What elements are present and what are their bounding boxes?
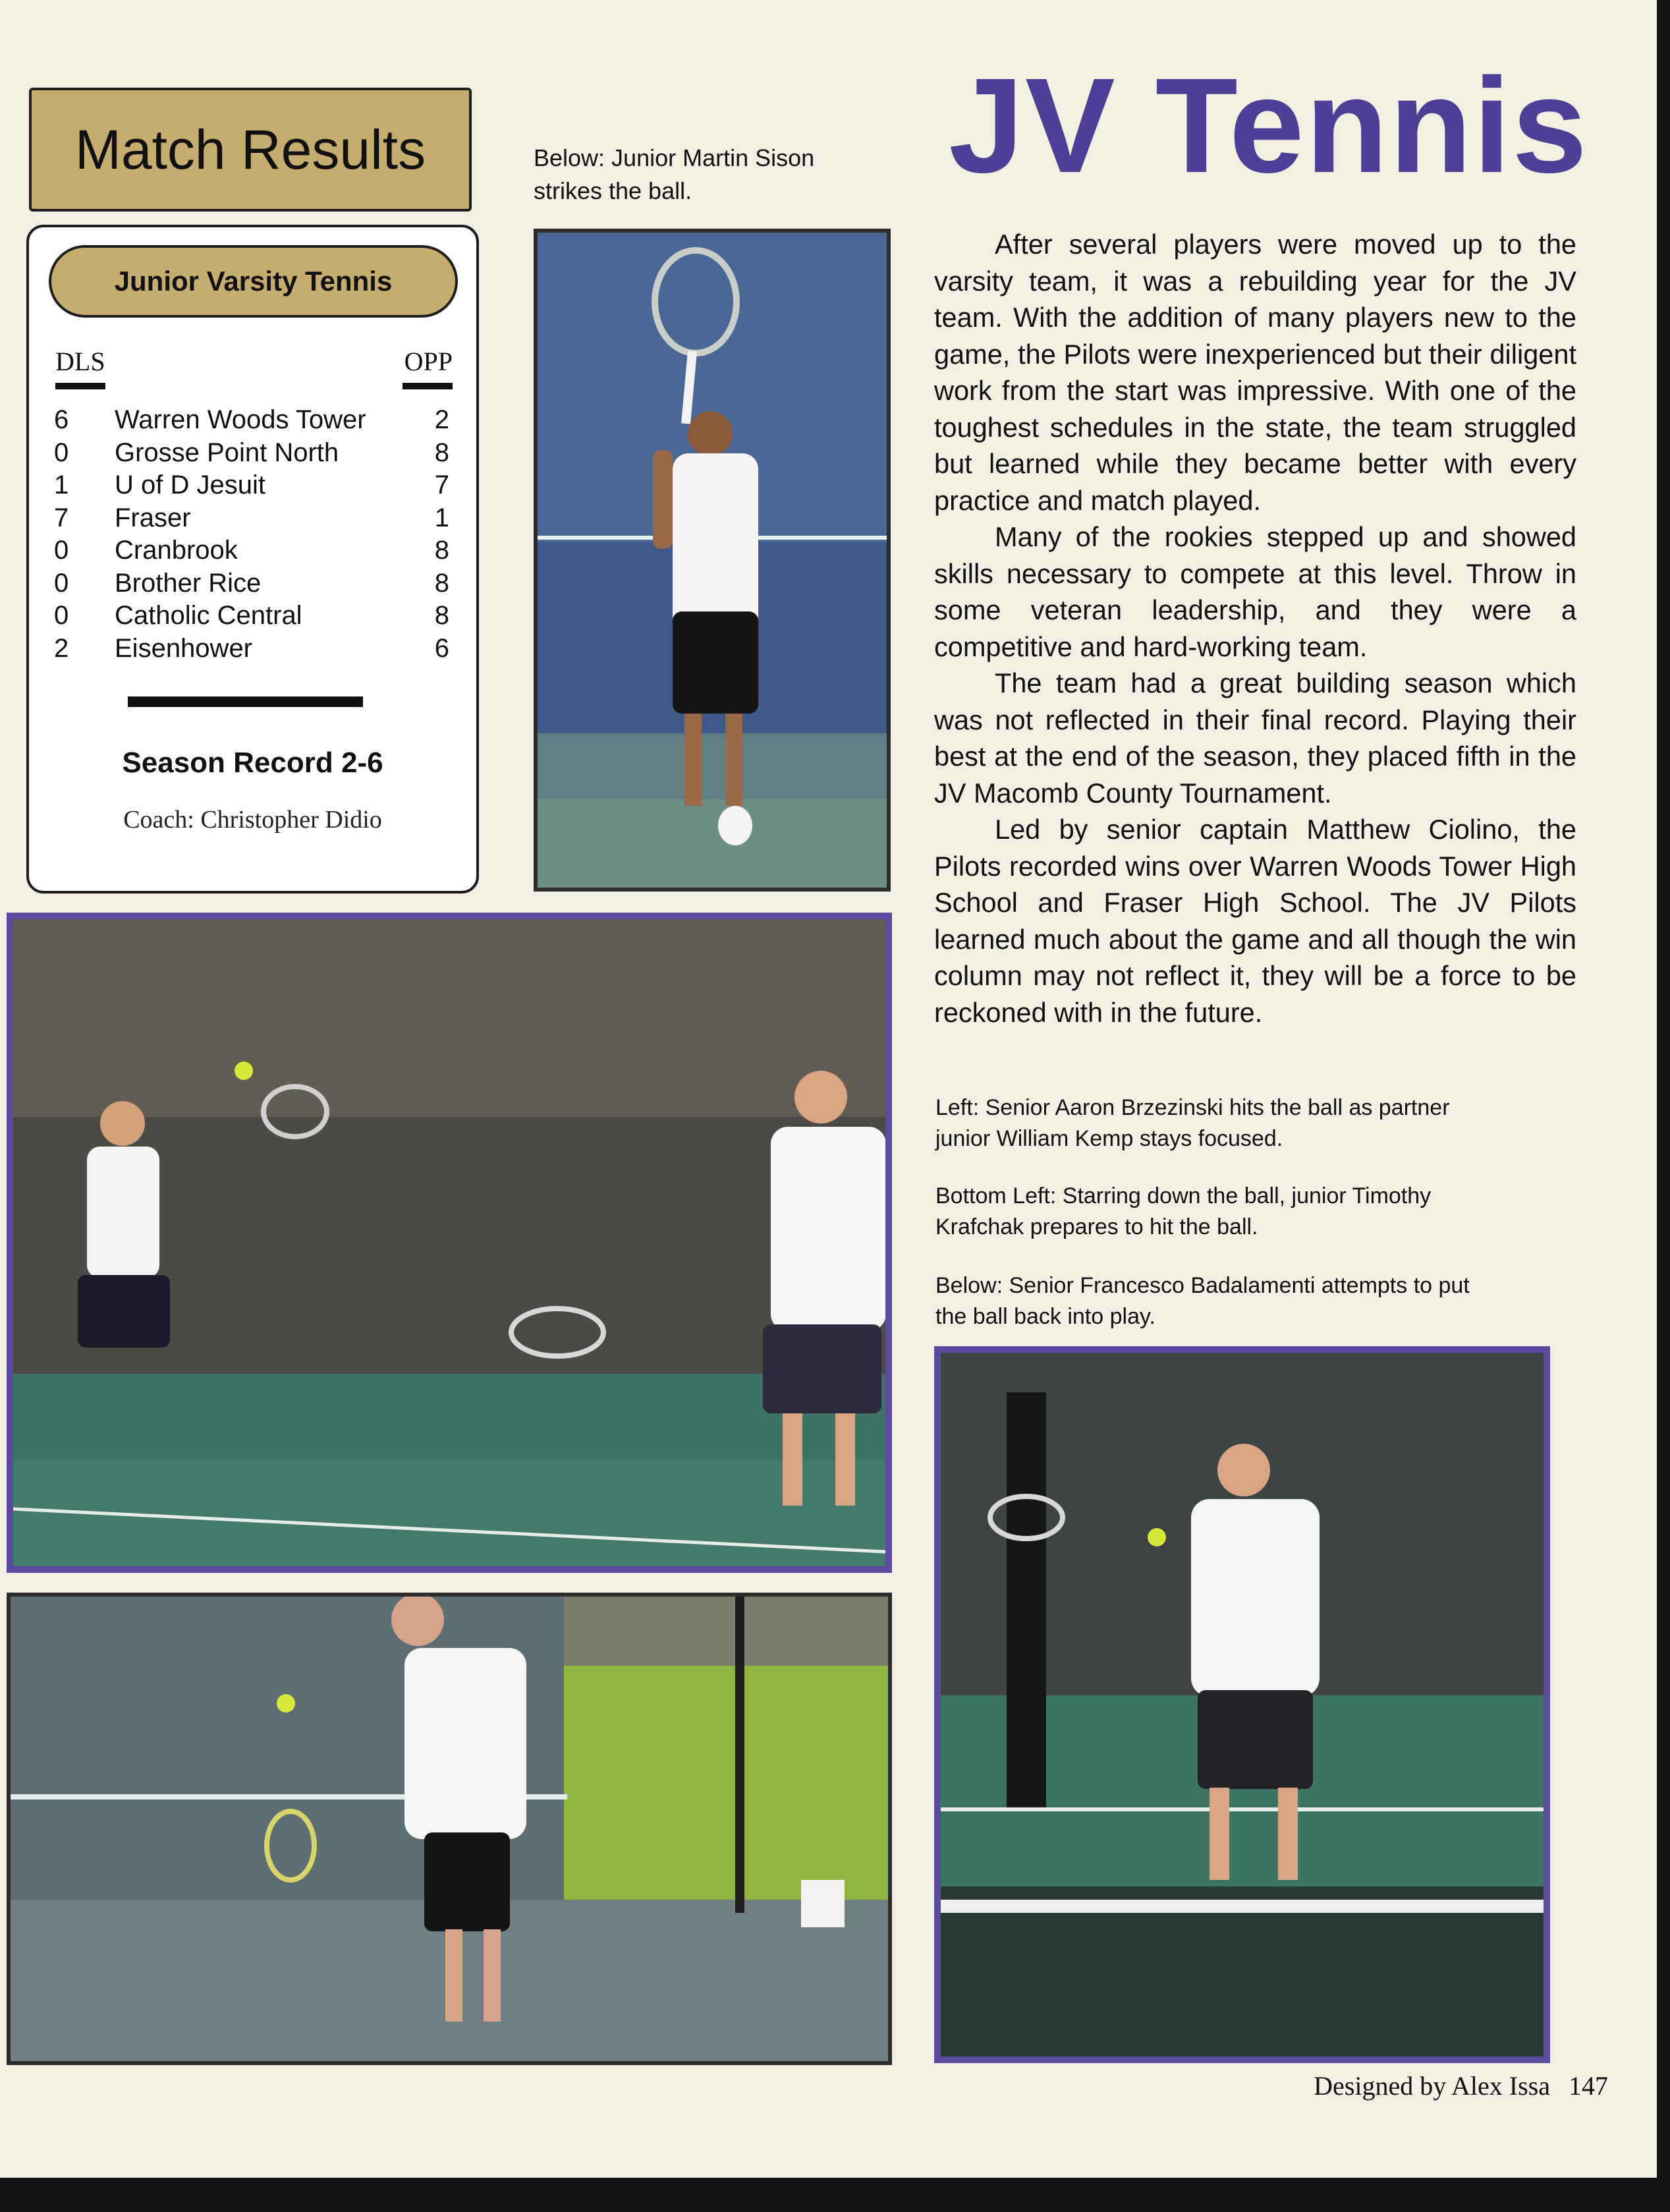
- body-paragraph: Led by senior captain Matthew Ciolino, the Pilots recorded wins over Warren Woods Tower High School and Fraser High School. The JV Pilots learned much about the game and all though the win column may not reflect it, they will be a force to be reckoned with in the future.: [934, 814, 1576, 1028]
- separator-bar: [128, 696, 363, 707]
- card-title: Junior Varsity Tennis: [114, 266, 393, 297]
- opp-score: 8: [434, 601, 449, 630]
- opponent-name: Eisenhower: [115, 633, 253, 663]
- caption-top: [534, 142, 889, 208]
- coach-name: Coach: Christopher Didio: [123, 806, 382, 834]
- dls-score: 0: [54, 601, 69, 630]
- caption-line: Bottom Left: Starring down the ball, junior Timothy: [935, 1183, 1432, 1208]
- photo-martin-sison: [534, 229, 891, 892]
- dls-score: 2: [54, 633, 69, 663]
- caption-line: the ball back into play.: [935, 1304, 1155, 1329]
- photo-timothy-krafchak-image: [11, 1597, 888, 2061]
- caption-line: Below: Senior Francesco Badalamenti attempts to put: [935, 1273, 1470, 1298]
- results-card: [26, 225, 479, 893]
- result-row: [54, 438, 449, 471]
- caption-left: [935, 1092, 1594, 1154]
- opp-score: 8: [434, 438, 449, 467]
- match-results-header: [29, 88, 472, 212]
- opponent-name: Grosse Point North: [115, 438, 339, 467]
- photo-francesco-badalamenti: [934, 1346, 1550, 2063]
- result-row: [54, 503, 449, 536]
- page-title: JV Tennis: [949, 50, 1589, 201]
- dls-score: 0: [54, 536, 69, 565]
- result-row: [54, 470, 449, 503]
- result-row: [54, 569, 449, 602]
- result-row: [54, 536, 449, 569]
- body-paragraph: After several players were moved up to the varsity team, it was a rebuilding year for the JV team. With the addition of many players new to the game, the Pilots were inexperienced but their diligent work from the start was impressive. With one of the toughest schedules in the state, the team struggled but learned while they became better with every practice and match played.: [934, 229, 1576, 516]
- opp-score: 8: [434, 568, 449, 598]
- opponent-name: Cranbrook: [115, 536, 238, 565]
- opponent-name: Fraser: [115, 503, 191, 532]
- result-row: [54, 405, 449, 438]
- opp-score: 2: [434, 405, 449, 434]
- opponent-name: Warren Woods Tower: [115, 405, 366, 434]
- photo-martin-sison-image: [538, 233, 887, 888]
- dls-score: 0: [54, 438, 69, 467]
- caption-line: Krafchak prepares to hit the ball.: [935, 1214, 1258, 1239]
- photo-timothy-krafchak: [7, 1593, 892, 2065]
- results-list: [54, 405, 449, 666]
- article-body: [934, 226, 1576, 1031]
- photo-doubles-pair-image: [13, 919, 885, 1566]
- column-header-dls: DLS: [55, 347, 105, 376]
- column-header-opp: OPP: [404, 347, 453, 376]
- body-paragraph: The team had a great building season which was not reflected in their final record. Playing their best at the end of the season, they placed fifth in the JV Macomb County Tournament.: [934, 667, 1576, 808]
- page-footer: [1314, 2070, 1608, 2101]
- result-row: [54, 634, 449, 667]
- dls-score: 7: [54, 503, 69, 532]
- column-underline-opp: [403, 383, 453, 389]
- opp-score: 6: [434, 633, 449, 663]
- caption-line: strikes the ball.: [534, 177, 692, 204]
- page-number: 147: [1569, 2071, 1608, 2101]
- result-row: [54, 601, 449, 634]
- opp-score: 8: [434, 536, 449, 565]
- card-title-pill: [49, 245, 458, 318]
- caption-bottom-left: [935, 1181, 1594, 1243]
- photo-francesco-badalamenti-image: [941, 1353, 1544, 2056]
- dls-score: 0: [54, 568, 69, 598]
- caption-below: [935, 1270, 1594, 1332]
- column-underline-dls: [55, 383, 105, 389]
- caption-line: Left: Senior Aaron Brzezinski hits the ball as partner: [935, 1095, 1450, 1120]
- body-paragraph: Many of the rookies stepped up and showed skills necessary to compete at this level. Throw in some veteran leadership, and they were a competitive and hard-working team.: [934, 521, 1576, 662]
- dls-score: 6: [54, 405, 69, 434]
- opponent-name: Brother Rice: [115, 568, 262, 598]
- match-results-title: Match Results: [74, 118, 426, 181]
- caption-line: junior William Kemp stays focused.: [935, 1126, 1283, 1151]
- caption-line: Below: Junior Martin Sison: [534, 144, 815, 171]
- dls-score: 1: [54, 470, 69, 499]
- opponent-name: Catholic Central: [115, 601, 302, 630]
- photo-doubles-pair: [7, 913, 892, 1573]
- opp-score: 7: [434, 470, 449, 499]
- opponent-name: U of D Jesuit: [115, 470, 265, 499]
- season-record: Season Record 2-6: [122, 747, 383, 779]
- opp-score: 1: [434, 503, 449, 532]
- designer-credit: Designed by Alex Issa: [1314, 2071, 1550, 2101]
